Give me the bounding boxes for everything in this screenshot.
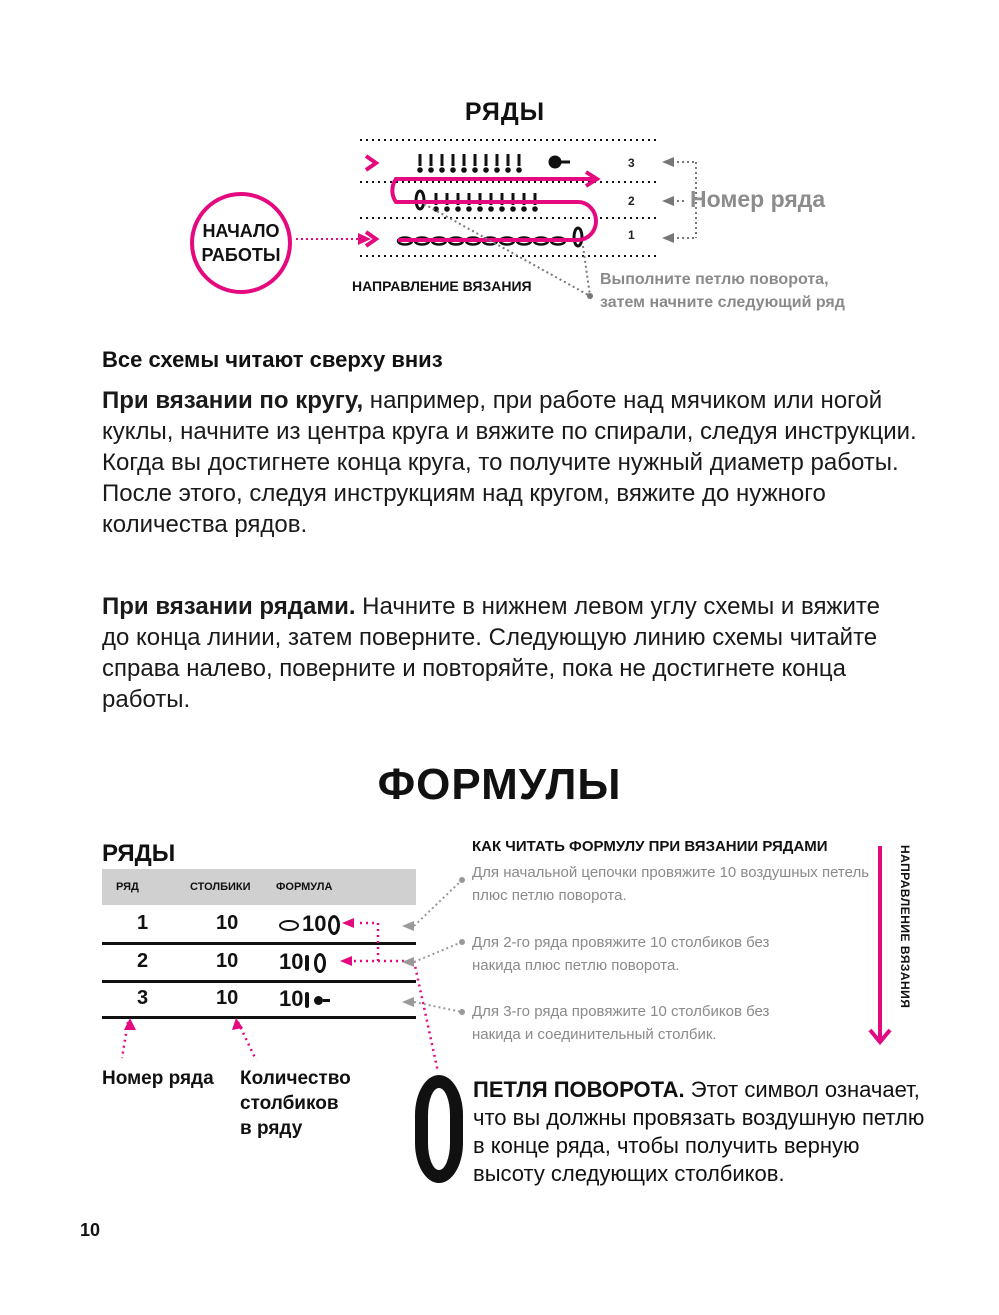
- turning-chain-symbol: [415, 1075, 463, 1183]
- paragraph-rows-text: Начните в нижнем левом углу схемы и вяжите до конца линии, затем поверните. Следующую линию схемы читайте справа налево, поверните и повторяйте, пока не достигнете конца работы.: [102, 593, 880, 713]
- paragraph-circle-lead: При вязании по кругу,: [102, 387, 364, 414]
- direction-label: НАПРАВЛЕНИЕ ВЯЗАНИЯ: [352, 278, 532, 294]
- table-row-2-number: 2: [137, 950, 149, 972]
- turning-chain-text: Этот символ означает, что вы должны провязать воздушную петлю в конце ряда, чтобы получить верную высоту следующих столбиков.: [473, 1077, 925, 1186]
- row-number-annotation: Номер ряда: [102, 1068, 214, 1089]
- page-number: 10: [80, 1220, 101, 1240]
- count-annotation-line1: Количество: [240, 1068, 351, 1089]
- row-number-2: 2: [628, 194, 635, 208]
- formula-count: 10: [279, 949, 304, 974]
- table-row-3-count: 10: [216, 987, 239, 1009]
- formula-count: 10: [302, 911, 327, 936]
- paragraph-rows-lead: При вязании рядами.: [102, 593, 356, 620]
- paragraph-circle-text: например, при работе над мячиком или ногой куклы, начните из центра круга и вяжите по спирали, следуя инструкции. Когда вы достигнете конца круга, то получите нужный диаметр работы. После этого, следуя инструкциям над кругом, вяжите до нужного количества рядов.: [102, 387, 917, 538]
- row-number-label: Номер ряда: [690, 186, 826, 212]
- how-to-read-title: КАК ЧИТАТЬ ФОРМУЛУ ПРИ ВЯЗАНИИ РЯДАМИ: [472, 838, 828, 855]
- row-number-1: 1: [628, 228, 635, 242]
- count-annotation-line3: в ряду: [240, 1118, 303, 1139]
- diagram-title: РЯДЫ: [464, 98, 546, 126]
- vertical-direction-label: НАПРАВЛЕНИЕ ВЯЗАНИЯ: [898, 845, 912, 1009]
- how-item-2: Для 2-го ряда провяжите 10 столбиков без накида плюс петлю поворота.: [472, 934, 770, 974]
- subheading: Все схемы читают сверху вниз: [102, 347, 443, 372]
- formulas-heading: ФОРМУЛЫ: [377, 760, 622, 809]
- table-row-1-count: 10: [216, 912, 239, 934]
- table-row-3-number: 3: [137, 987, 149, 1009]
- start-label: НАЧАЛО РАБОТЫ: [201, 221, 281, 265]
- col-header-count: СТОЛБИКИ: [190, 881, 251, 893]
- formula-count: 10: [279, 986, 304, 1011]
- col-header-formula: ФОРМУЛА: [276, 881, 333, 893]
- turning-chain-description: [473, 1076, 933, 1188]
- how-item-1: Для начальной цепочки провяжите 10 воздушных петель плюс петлю поворота.: [472, 864, 870, 904]
- table-title: РЯДЫ: [102, 840, 176, 867]
- col-header-row: РЯД: [116, 881, 139, 893]
- count-annotation: [240, 1066, 351, 1141]
- count-annotation-line2: столбиков: [240, 1093, 339, 1114]
- table-row-1-number: 1: [137, 912, 149, 934]
- turning-chain-title: ПЕТЛЯ ПОВОРОТА.: [473, 1077, 685, 1102]
- table-row-2-count: 10: [216, 950, 239, 972]
- how-item-3: Для 3-го ряда провяжите 10 столбиков без накида и соединительный столбик.: [472, 1003, 770, 1043]
- turn-note-line2: затем начните следующий ряд: [600, 294, 845, 311]
- row-number-3: 3: [628, 156, 635, 170]
- turn-note-line1: Выполните петлю поворота,: [600, 271, 829, 288]
